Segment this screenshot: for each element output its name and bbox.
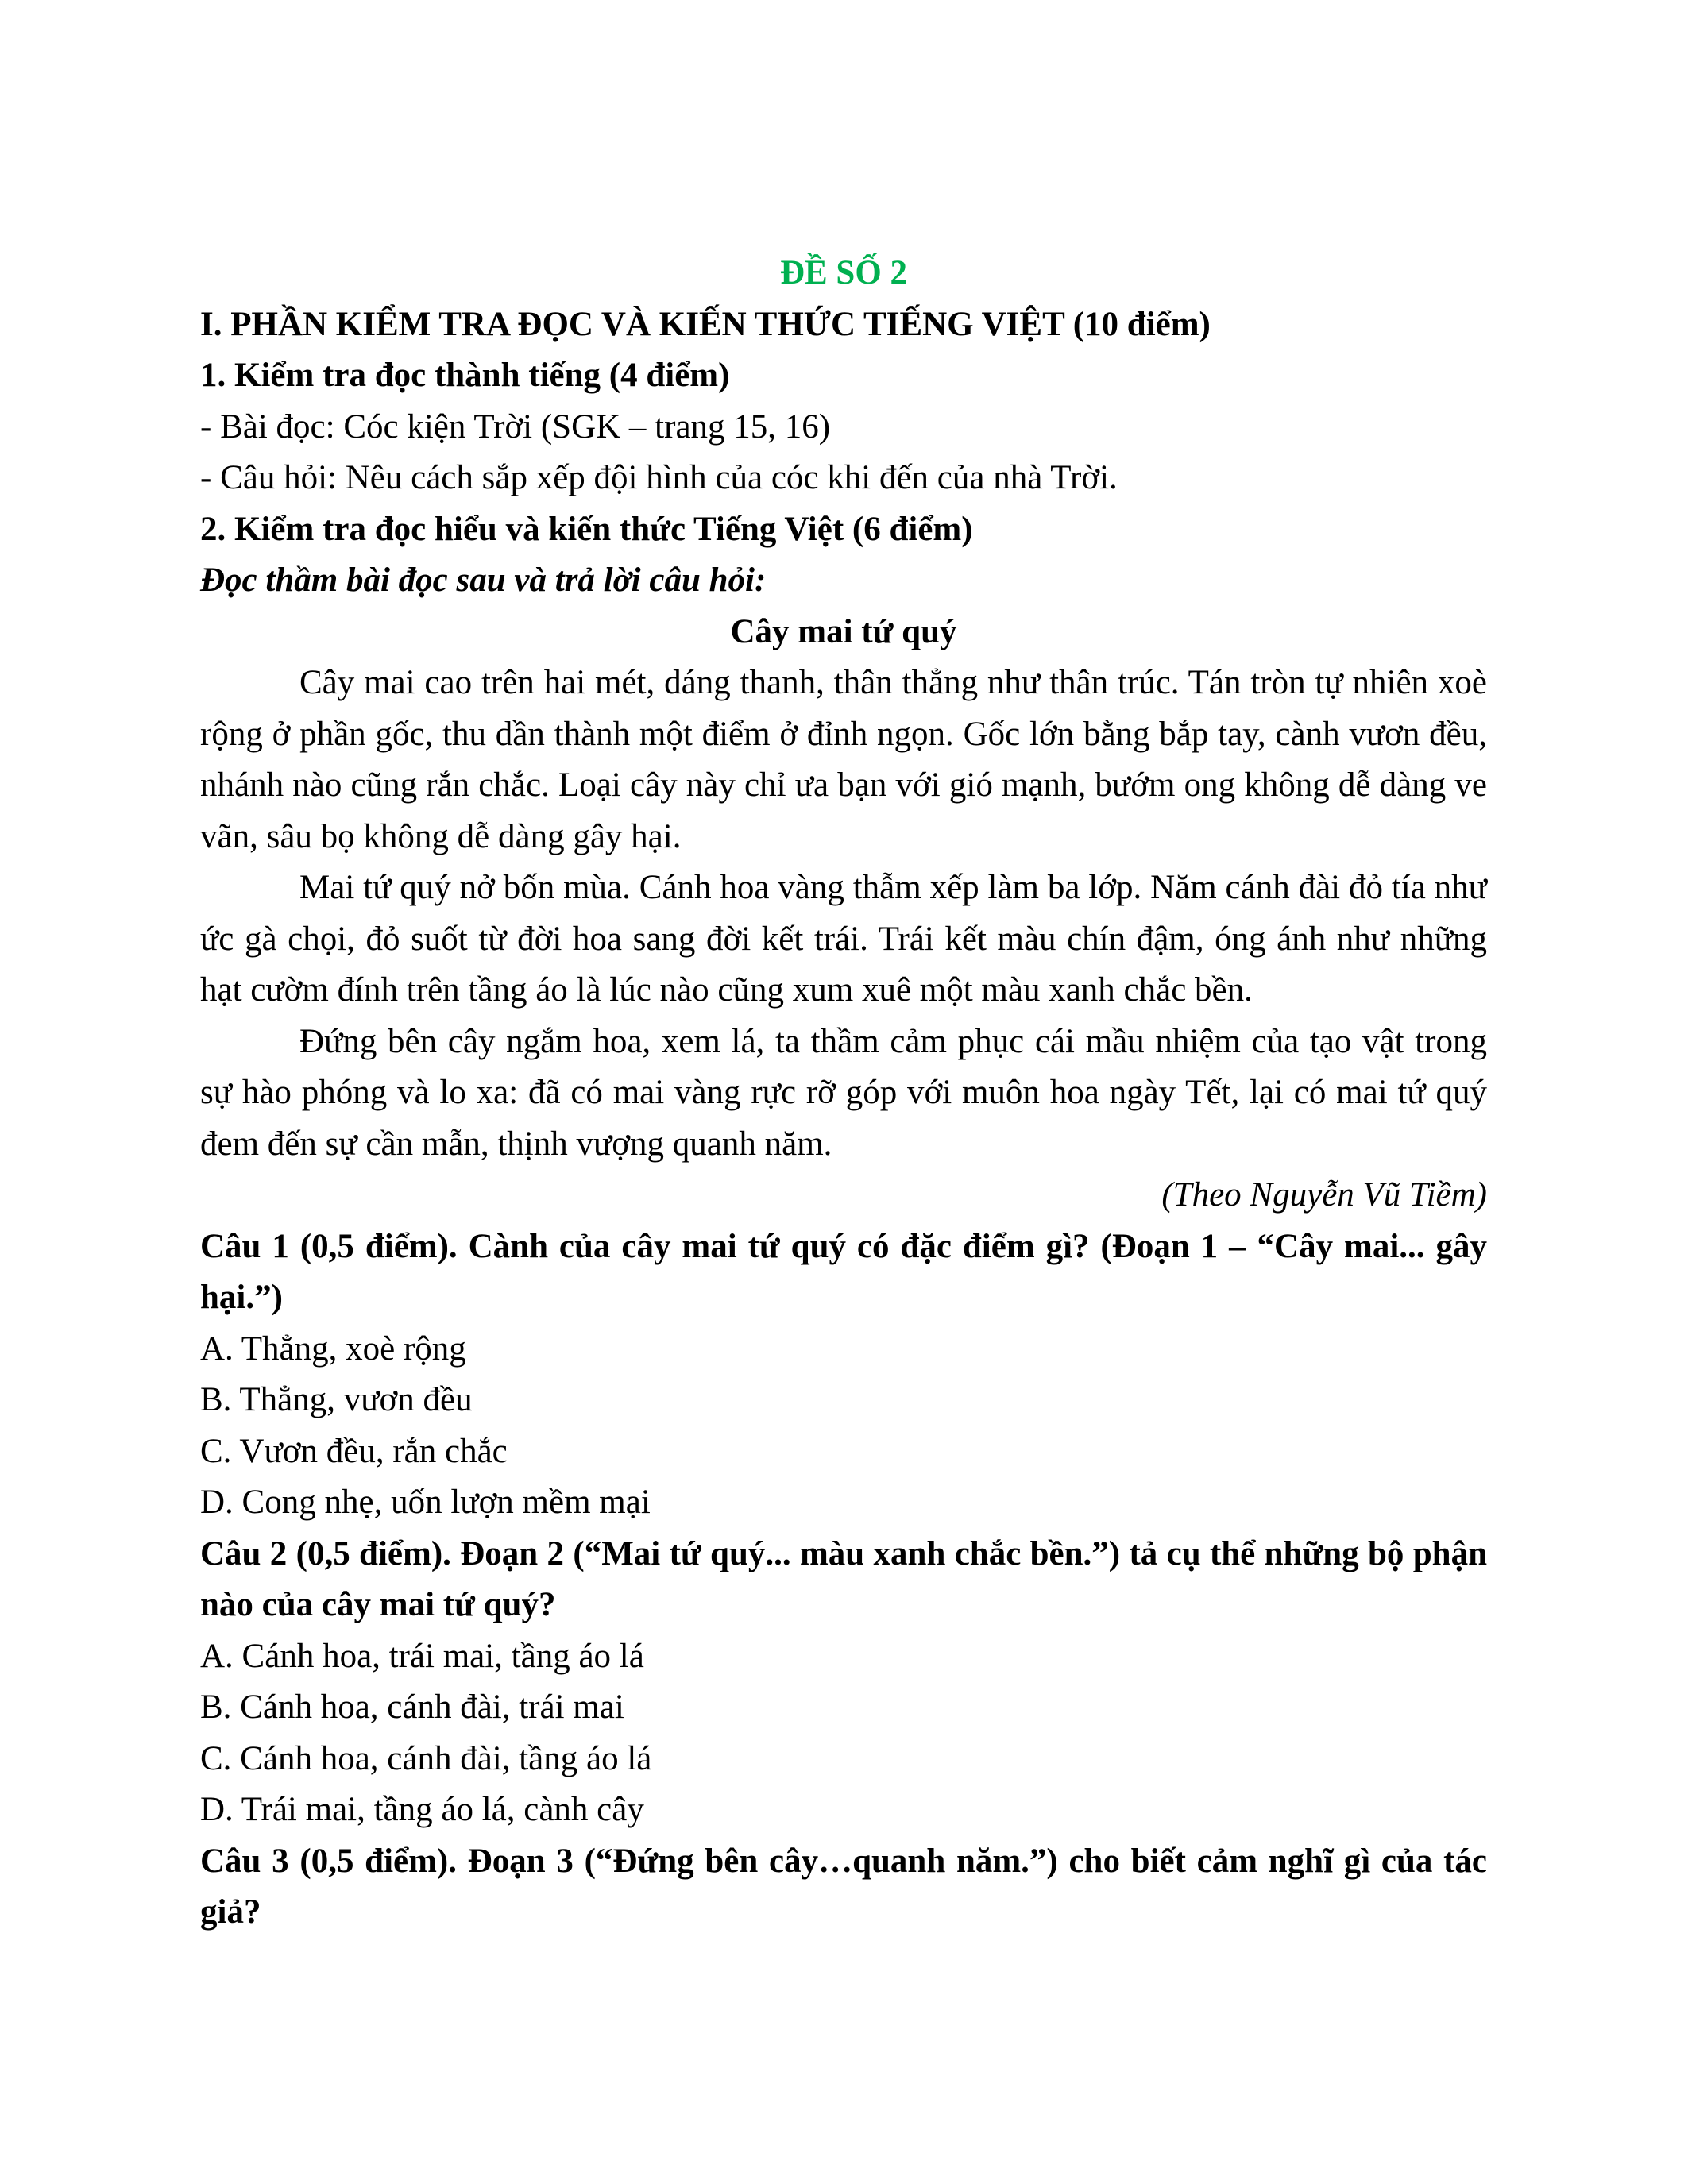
question-1-option-b: B. Thẳng, vươn đều: [200, 1381, 473, 1418]
question-2-option-a: A. Cánh hoa, trái mai, tầng áo lá: [200, 1637, 644, 1675]
section-1-heading: 1. Kiểm tra đọc thành tiếng (4 điểm): [200, 357, 730, 394]
question-1-option-d: D. Cong nhẹ, uốn lượn mềm mại: [200, 1484, 651, 1521]
section-2-heading: 2. Kiểm tra đọc hiểu và kiến thức Tiếng Việt (6 điểm): [200, 510, 973, 548]
passage-paragraph: Cây mai cao trên hai mét, dáng thanh, thân thẳng như thân trúc. Tán tròn tự nhiên xoè rộng ở phần gốc, thu dần thành một điểm ở đỉnh ngọn. Gốc lớn bằng bắp tay, cành vươn đều, nhánh nào cũng rắn chắc. Loại cây này chỉ ưa bạn với gió mạnh, bướm ong không dễ dàng ve vãn, sâu bọ không dễ dàng gây hại.: [200, 664, 1487, 855]
question-2-option-c: C. Cánh hoa, cánh đài, tầng áo lá: [200, 1739, 652, 1777]
reading-text: - Bài đọc: Cóc kiện Trời (SGK – trang 15, 16): [200, 407, 831, 446]
exam-title: ĐỀ SỐ 2: [779, 254, 908, 291]
passage-source: (Theo Nguyễn Vũ Tiềm): [1161, 1176, 1487, 1214]
instruction: Đọc thầm bài đọc sau và trả lời câu hỏi:: [200, 561, 767, 599]
question-1-option-c: C. Vươn đều, rắn chắc: [200, 1432, 508, 1470]
exam-page: [200, 248, 1487, 1939]
passage-paragraph: Đứng bên cây ngắm hoa, xem lá, ta thầm cảm phục cái mầu nhiệm của tạo vật trong sự hào phóng và lo xa: đã có mai vàng rực rỡ góp với muôn hoa ngày Tết, lại có mai tứ quý đem đến sự cần mẫn, thịnh vượng quanh năm.: [200, 1022, 1487, 1163]
reading-question: - Câu hỏi: Nêu cách sắp xếp đội hình của cóc khi đến của nhà Trời.: [200, 459, 1118, 496]
question-1-option-a: A. Thẳng, xoè rộng: [200, 1329, 466, 1368]
question-2-prompt: Câu 2 (0,5 điểm). Đoạn 2 (“Mai tứ quý... màu xanh chắc bền.”) tả cụ thể những bộ phận nào của cây mai tứ quý?: [200, 1534, 1487, 1623]
passage-title: Cây mai tứ quý: [730, 612, 957, 650]
part-1-heading: I. PHẦN KIỂM TRA ĐỌC VÀ KIẾN THỨC TIẾNG VIỆT (10 điểm): [200, 305, 1211, 343]
question-2-option-d: D. Trái mai, tầng áo lá, cành cây: [200, 1791, 644, 1828]
question-3-prompt: Câu 3 (0,5 điểm). Đoạn 3 (“Đứng bên cây…quanh năm.”) cho biết cảm nghĩ gì của tác giả?: [200, 1842, 1487, 1931]
question-1-prompt: Câu 1 (0,5 điểm). Cành của cây mai tứ quý có đặc điểm gì? (Đoạn 1 – “Cây mai... gây hại.”): [200, 1227, 1487, 1316]
question-2-option-b: B. Cánh hoa, cánh đài, trái mai: [200, 1688, 624, 1726]
passage-paragraph: Mai tứ quý nở bốn mùa. Cánh hoa vàng thẫm xếp làm ba lớp. Năm cánh đài đỏ tía như ức gà chọi, đỏ suốt từ đời hoa sang đời kết trái. Trái kết màu chín đậm, óng ánh như những hạt cườm đính trên tầng áo là lúc nào cũng xum xuê một màu xanh chắc bền.: [200, 869, 1487, 1009]
